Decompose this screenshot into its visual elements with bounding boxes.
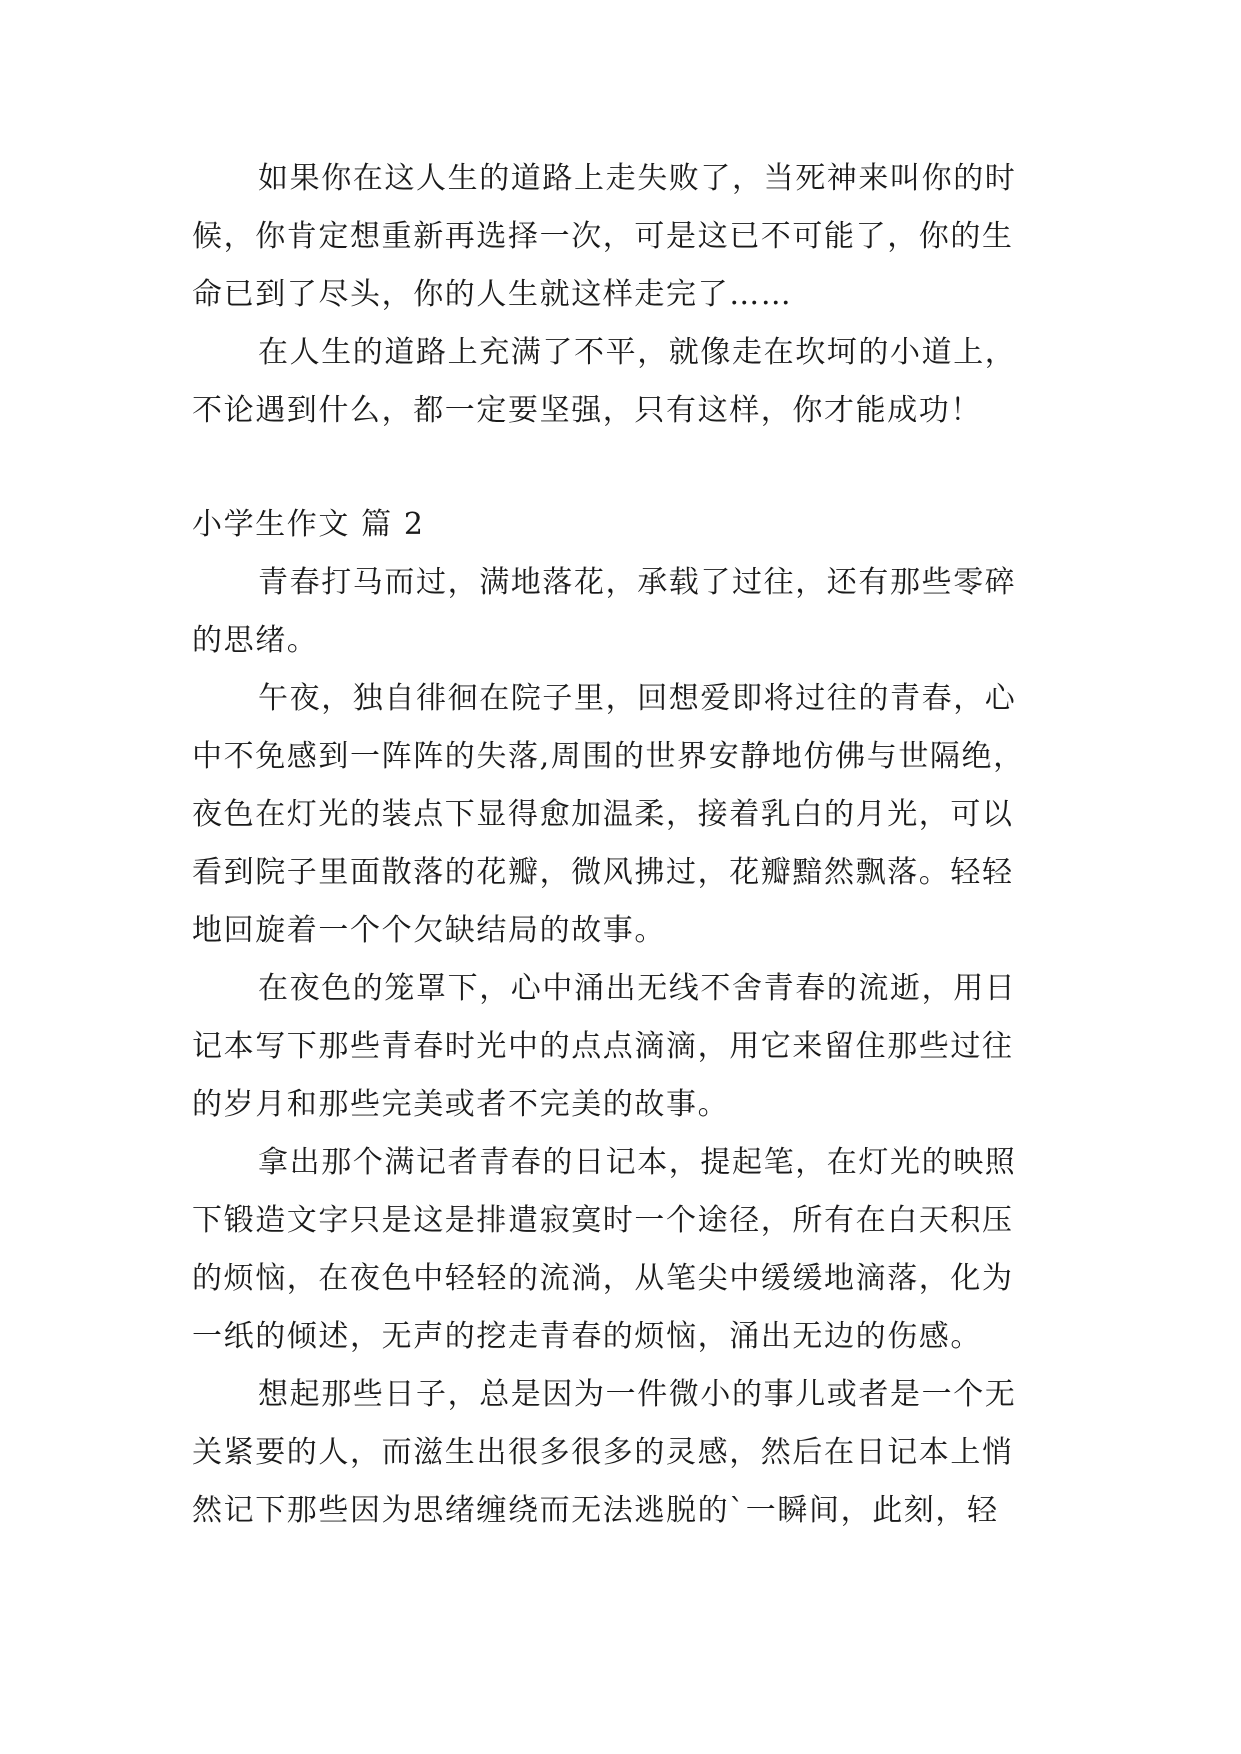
text-line: 青春打马而过，满地落花，承载了过往，还有那些零碎	[258, 565, 1017, 600]
paragraph	[192, 1366, 1062, 1540]
text-line: 命已到了尽头，你的人生就这样走完了……	[192, 277, 793, 312]
text-line: 候，你肯定想重新再选择一次，可是这已不可能了，你的生	[192, 219, 1014, 254]
text-line: 地回旋着一个个欠缺结局的故事。	[192, 913, 666, 948]
text-line: 的思绪。	[192, 623, 319, 658]
text-line: 下锻造文字只是这是排遣寂寞时一个途径，所有在白天积压	[192, 1203, 1014, 1238]
paragraph	[192, 554, 1062, 670]
text-line: 拿出那个满记者青春的日记本，提起笔，在灯光的映照	[258, 1145, 1017, 1180]
paragraph	[192, 1134, 1062, 1366]
text-line: 在人生的道路上充满了不平，就像走在坎坷的小道上，	[258, 335, 1017, 370]
paragraph	[192, 670, 1062, 960]
text-line: 的岁月和那些完美或者不完美的故事。	[192, 1087, 730, 1122]
section-heading: 小学生作文 篇 2	[192, 507, 425, 542]
text-line: 的烦恼，在夜色中轻轻的流淌，从笔尖中缓缓地滴落，化为	[192, 1261, 1014, 1296]
text-line: 记本写下那些青春时光中的点点滴滴，用它来留住那些过往	[192, 1029, 1014, 1064]
text-line: 关紧要的人，而滋生出很多很多的灵感，然后在日记本上悄	[192, 1435, 1014, 1470]
text-line: 夜色在灯光的装点下显得愈加温柔，接着乳白的月光，可以	[192, 797, 1014, 832]
text-line: 在夜色的笼罩下，心中涌出无线不舍青春的流逝，用日	[258, 971, 1017, 1006]
section-spacer	[192, 440, 1062, 496]
text-line: 不论遇到什么，都一定要坚强，只有这样，你才能成功！	[192, 393, 982, 428]
text-line: 中不免感到一阵阵的失落,周围的世界安静地仿佛与世隔绝，	[192, 739, 1025, 774]
text-line: 一纸的倾述，无声的挖走青春的烦恼，涌出无边的伤感。	[192, 1319, 982, 1354]
paragraph	[192, 324, 1062, 440]
text-line: 午夜，独自徘徊在院子里，回想爱即将过往的青春，心	[258, 681, 1017, 716]
text-line: 看到院子里面散落的花瓣，微风拂过，花瓣黯然飘落。轻轻	[192, 855, 1014, 890]
text-line: 然记下那些因为思绪缠绕而无法逃脱的`一瞬间，此刻，轻	[192, 1493, 999, 1528]
paragraph	[192, 150, 1062, 324]
document-page	[192, 150, 1062, 1540]
paragraph	[192, 960, 1062, 1134]
text-line: 想起那些日子，总是因为一件微小的事儿或者是一个无	[258, 1377, 1017, 1412]
text-line: 如果你在这人生的道路上走失败了，当死神来叫你的时	[258, 161, 1017, 196]
